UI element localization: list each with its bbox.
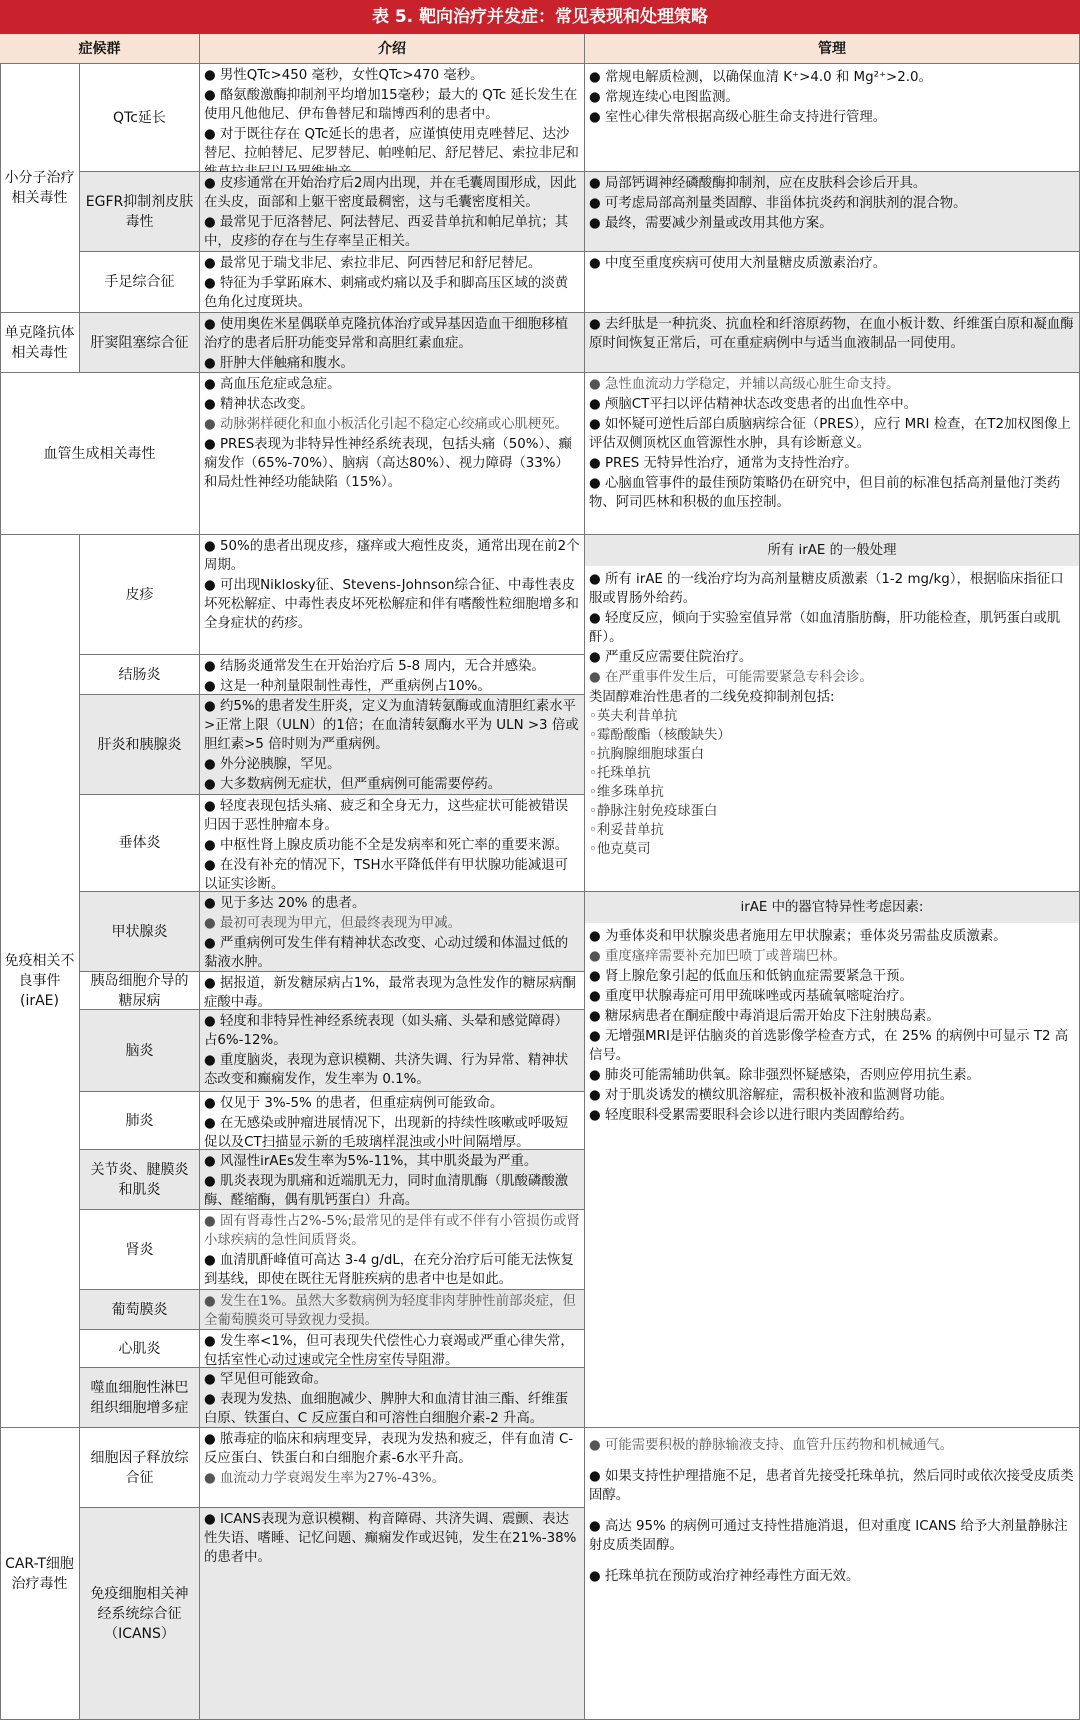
section-heading: irAE 中的器官特异性考虑因素: <box>585 892 1079 923</box>
category-label: 小分子治疗相关毒性 <box>0 64 80 313</box>
intro-cell <box>200 1150 585 1210</box>
bullet-text: ● 严重反应需要住院治疗。 <box>589 650 753 665</box>
symptom-name: 脑炎 <box>80 1010 200 1092</box>
intro-cell <box>200 1092 585 1150</box>
section-heading: 所有 irAE 的一般处理 <box>585 535 1079 566</box>
bullet-text: ● 去纤肽是一种抗炎、抗血栓和纤溶原药物，在血小板计数、纤维蛋白原和凝血酶原时间恢复正常后，可在重症病例中与适当血液制品一同使用。 <box>589 317 1074 351</box>
management-cell <box>585 535 1080 892</box>
bullet-text: ● 最常见于厄洛替尼、阿法替尼、西妥昔单抗和帕尼单抗；其中，皮疹的存在与生存率呈正相关。 <box>204 215 569 249</box>
bullet-text: ● 如果支持性护理措施不足，患者首先接受托珠单抗，然后同时或依次接受皮质类固醇。 <box>589 1469 1074 1503</box>
symptom-name: 结肠炎 <box>80 655 200 695</box>
intro-cell <box>200 64 585 172</box>
bullet-text: ● 在没有补充的情况下，TSH水平降低伴有甲状腺功能减退可以证实诊断。 <box>204 858 569 892</box>
bullet-text: ● 可能需要积极的静脉输液支持、血管升压药物和机械通气。 <box>589 1438 954 1453</box>
intro-cell <box>200 655 585 695</box>
bullet-text: ● 肺炎可能需辅助供氧。除非强烈怀疑感染，否则应停用抗生素。 <box>589 1068 980 1083</box>
bullet-text: ● ICANS表现为意识模糊、构音障碍、共济失调、震颤、表达性失语、嗜睡、记忆问题、癫痫发作或迟钝，发生在21%-38%的患者中。 <box>204 1512 577 1565</box>
bullet-text: ● PRES 无特异性治疗，通常为支持性治疗。 <box>589 456 858 471</box>
intro-cell <box>200 1290 585 1330</box>
bullet-text: ● 男性QTc>450 毫秒，女性QTc>470 毫秒。 <box>204 68 484 83</box>
bullet-text: ● 最初可表现为甲亢，但最终表现为甲减。 <box>204 916 461 931</box>
bullet-text: ● 酪氨酸激酶抑制剂平均增加15毫秒；最大的 QTc 延长发生在使用凡他他尼、伊布鲁替尼和瑞博西利的患者中。 <box>204 88 578 122</box>
intro-cell <box>200 373 585 535</box>
drug-item: ◦维多珠单抗 <box>589 785 664 800</box>
bullet-text: ● 无增强MRI是评估脑炎的首选影像学检查方式，在 25% 的病例中可显示 T2 高信号。 <box>589 1029 1069 1063</box>
column-header: 管理 <box>585 34 1080 64</box>
bullet-text: ● 心脑血管事件的最佳预防策略仍在研究中，但目前的标准包括高剂量他汀类药物、阿司匹林和积极的血压控制。 <box>589 476 1061 510</box>
bullet-text: ● 发生在1%。虽然大多数病例为轻度非肉芽肿性前部炎症，但全葡萄膜炎可导致视力受损。 <box>204 1294 576 1328</box>
intro-cell <box>200 795 585 892</box>
bullet-text: ● PRES表现为非特异性神经系统表现，包括头痛（50%）、癫痫发作（65%-70%）、脑病（高达80%）、视力障碍（33%）和局灶性神经功能缺陷（15%）。 <box>204 437 572 490</box>
bullet-text: ● 托珠单抗在预防或治疗神经毒性方面无效。 <box>589 1569 860 1584</box>
bullet-text: ● 轻度表现包括头痛、疲乏和全身无力，这些症状可能被错误归因于恶性肿瘤本身。 <box>204 799 569 833</box>
bullet-text: ● 轻度眼科受累需要眼科会诊以进行眼内类固醇给药。 <box>589 1108 913 1123</box>
bullet-text: ● 血流动力学衰竭发生率为27%-43%。 <box>204 1471 445 1486</box>
second-line-intro: 类固醇难治性患者的二线免疫抑制剂包括: <box>589 690 835 705</box>
bullet-text: ● 50%的患者出现皮疹，瘙痒或大疱性皮炎，通常出现在前2个周期。 <box>204 539 580 573</box>
bullet-text: ● 大多数病例无症状，但严重病例可能需要停药。 <box>204 777 502 792</box>
bullet-text: ● 糖尿病患者在酮症酸中毒消退后需开始皮下注射胰岛素。 <box>589 1009 940 1024</box>
bullet-text: ● 为垂体炎和甲状腺炎患者施用左甲状腺素；垂体炎另需盐皮质激素。 <box>589 929 1007 944</box>
intro-cell <box>200 972 585 1010</box>
management-cell <box>585 313 1080 373</box>
drug-item: ◦英夫利昔单抗 <box>589 709 678 724</box>
bullet-text: ● 急性血流动力学稳定，并辅以高级心脏生命支持。 <box>589 377 900 392</box>
bullet-text: ● 轻度和非特异性神经系统表现（如头痛、头晕和感觉障碍）占6%-12%。 <box>204 1014 569 1048</box>
bullet-text: ● 表现为发热、血细胞减少、脾肿大和血清甘油三酯、纤维蛋白原、铁蛋白、C 反应蛋白和可溶性白细胞介素-2 升高。 <box>204 1392 569 1426</box>
bullet-text: ● 风湿性irAEs发生率为5%-11%，其中肌炎最为严重。 <box>204 1154 538 1169</box>
bullet-text: ● 常规连续心电图监测。 <box>589 90 739 105</box>
management-cell <box>585 1428 1080 1720</box>
bullet-text: ● 局部钙调神经磷酸酶抑制剂，应在皮肤科会诊后开具。 <box>589 176 927 191</box>
bullet-text: ● 可出现Niklosky征、Stevens-Johnson综合征、中毒性表皮坏死松解症、中毒性表皮坏死松解症和伴有嗜酸性粒细胞增多和全身症状的药疹。 <box>204 578 579 631</box>
bullet-text: ● 严重病例可发生伴有精神状态改变、心动过缓和体温过低的黏液水肿。 <box>204 936 569 970</box>
bullet-text: ● 约5%的患者发生肝炎，定义为血清转氨酶或血清胆红素水平>正常上限（ULN）的1倍；在血清转氨酶水平为 ULN >3 倍或胆红素>5 倍时则为严重病例。 <box>204 699 579 752</box>
bullet-text: ● 外分泌胰腺，罕见。 <box>204 757 341 772</box>
intro-cell <box>200 695 585 795</box>
bullet-text: ● 高血压危症或急症。 <box>204 377 341 392</box>
bullet-text: ● 在无感染或肿瘤进展情况下，出现新的持续性咳嗽或呼吸短促以及CT扫描显示新的毛玻璃样混浊或小叶间隔增厚。 <box>204 1116 569 1150</box>
management-cell <box>585 373 1080 535</box>
bullet-text: ● 脓毒症的临床和病理变异，表现为发热和疲乏，伴有血清 C-反应蛋白、铁蛋白和白细胞介素-6水平升高。 <box>204 1432 574 1466</box>
bullet-text: ● 在严重事件发生后，可能需要紧急专科会诊。 <box>589 670 873 685</box>
bullet-text: ● 使用奥佐米星偶联单克隆抗体治疗或异基因造血干细胞移植治疗的患者后肝功能变异常和高胆红素血症。 <box>204 317 569 351</box>
table-title: 表 5. 靶向治疗并发症：常见表现和处理策略 <box>0 0 1080 34</box>
bullet-text: ● 重度脑炎，表现为意识模糊、共济失调、行为异常、精神状态改变和癫痫发作，发生率为 0.1%。 <box>204 1053 569 1087</box>
bullet-text: ● 轻度反应，倾向于实验室值异常（如血清脂肪酶，肝功能检查，肌钙蛋白或肌酐）。 <box>589 611 1061 645</box>
symptom-name: QTc延长 <box>80 64 200 172</box>
bullet-text: ● 肌炎表现为肌痛和近端肌无力，同时血清肌酶（肌酸磷酸激酶、醛缩酶，偶有肌钙蛋白）升高。 <box>204 1174 569 1208</box>
intro-cell <box>200 172 585 252</box>
intro-cell <box>200 1508 585 1720</box>
drug-item: ◦霉酚酸酯（核酸缺失） <box>589 728 731 743</box>
symptom-name: 肝窦阻塞综合征 <box>80 313 200 373</box>
column-header: 介绍 <box>200 34 585 64</box>
bullet-text: ● 颅脑CT平扫以评估精神状态改变患者的出血性卒中。 <box>589 397 918 412</box>
drug-item: ◦静脉注射免疫球蛋白 <box>589 804 718 819</box>
management-cell <box>585 892 1080 1428</box>
bullet-text: ● 仅见于 3%-5% 的患者，但重症病例可能致命。 <box>204 1096 504 1111</box>
drug-item: ◦利妥昔单抗 <box>589 823 664 838</box>
bullet-text: ● 中度至重度疾病可使用大剂量糖皮质激素治疗。 <box>589 256 887 271</box>
intro-cell <box>200 1210 585 1290</box>
bullet-text: ● 最终，需要减少剂量或改用其他方案。 <box>589 216 833 231</box>
bullet-text: ● 结肠炎通常发生在开始治疗后 5-8 周内，无合并感染。 <box>204 659 545 674</box>
intro-cell <box>200 1330 585 1368</box>
bullet-text: ● 特征为手掌跖麻木、刺痛或灼痛以及手和脚高压区域的淡黄色角化过度斑块。 <box>204 276 569 310</box>
bullet-text: ● 重度甲状腺毒症可用甲巯咪唑或丙基硫氧嘧啶治疗。 <box>589 989 913 1004</box>
symptom-name: 肺炎 <box>80 1092 200 1150</box>
symptom-name: 关节炎、腱膜炎和肌炎 <box>80 1150 200 1210</box>
bullet-text: ● 可考虑局部高剂量类固醇、非甾体抗炎药和润肤剂的混合物。 <box>589 196 967 211</box>
symptom-name: 肾炎 <box>80 1210 200 1290</box>
management-cell <box>585 172 1080 252</box>
bullet-text: ● 动脉粥样硬化和血小板活化引起不稳定心绞痛或心肌梗死。 <box>204 417 569 432</box>
bullet-text: ● 罕见但可能致命。 <box>204 1372 328 1387</box>
symptom-name: 甲状腺炎 <box>80 892 200 972</box>
symptom-name: 细胞因子释放综合征 <box>80 1428 200 1508</box>
drug-item: ◦托珠单抗 <box>589 766 651 781</box>
drug-item: ◦抗胸腺细胞球蛋白 <box>589 747 705 762</box>
bullet-text: ● 见于多达 20% 的患者。 <box>204 896 366 911</box>
bullet-text: ● 血清肌酐峰值可高达 3-4 g/dL，在充分治疗后可能无法恢复到基线，即使在既往无肾脏疾病的患者中也是如此。 <box>204 1253 574 1287</box>
column-header: 症候群 <box>0 34 200 64</box>
bullet-text: ● 最常见于瑞戈非尼、索拉非尼、阿西替尼和舒尼替尼。 <box>204 256 542 271</box>
bullet-text: ● 这是一种剂量限制性毒性，严重病例占10%。 <box>204 679 491 694</box>
bullet-text: ● 对于肌炎诱发的横纹肌溶解症，需积极补液和监测肾功能。 <box>589 1088 954 1103</box>
intro-cell <box>200 1428 585 1508</box>
bullet-text: ● 皮疹通常在开始治疗后2周内出现，并在毛囊周围形成，因此在头皮，面部和上躯干密度最稠密，这与毛囊密度相关。 <box>204 176 577 210</box>
symptom-name: 心肌炎 <box>80 1330 200 1368</box>
drug-item: ◦他克莫司 <box>589 842 651 857</box>
bullet-text: ● 常规电解质检测，以确保血清 K⁺>4.0 和 Mg²⁺>2.0。 <box>589 70 932 85</box>
bullet-text: ● 精神状态改变。 <box>204 397 314 412</box>
symptom-name: EGFR抑制剂皮肤毒性 <box>80 172 200 252</box>
management-cell <box>585 252 1080 313</box>
bullet-text: ● 肝肿大伴触痛和腹水。 <box>204 356 354 371</box>
intro-cell <box>200 535 585 655</box>
management-cell <box>585 64 1080 172</box>
category-label: 血管生成相关毒性 <box>0 373 200 535</box>
category-label: CAR-T细胞治疗毒性 <box>0 1428 80 1720</box>
intro-cell <box>200 1368 585 1428</box>
bullet-text: ● 对于既往存在 QTc延长的患者，应谨慎使用克唑替尼、达沙替尼、拉帕替尼、尼罗替尼、帕唑帕尼、舒尼替尼、索拉非尼和 <box>204 127 579 161</box>
bullet-text: ● 发生率<1%，但可表现失代偿性心力衰竭或严重心律失常，包括室性心动过速或完全性房室传导阻滞。 <box>204 1334 574 1368</box>
bullet-text: ● 重度瘙痒需要补充加巴喷丁或普瑞巴林。 <box>589 949 846 964</box>
bullet-text: ● 中枢性肾上腺皮质功能不全是发病率和死亡率的重要来源。 <box>204 838 569 853</box>
symptom-name: 肝炎和胰腺炎 <box>80 695 200 795</box>
bullet-text: ● 肾上腺危象引起的低血压和低钠血症需要紧急干预。 <box>589 969 913 984</box>
symptom-name: 皮疹 <box>80 535 200 655</box>
bullet-text: ● 所有 irAE 的一线治疗均为高剂量糖皮质激素（1-2 mg/kg），根据临床指征口服或胃肠外给药。 <box>589 572 1064 606</box>
symptom-name: 免疫细胞相关神经系统综合征（ICANS） <box>80 1508 200 1720</box>
symptom-name: 噬血细胞性淋巴组织细胞增多症 <box>80 1368 200 1428</box>
category-label: 免疫相关不良事件(irAE) <box>0 535 80 1428</box>
symptom-name: 胰岛细胞介导的糖尿病 <box>80 972 200 1010</box>
bullet-text: ● 室性心律失常根据高级心脏生命支持进行管理。 <box>589 110 887 125</box>
bullet-text: ● 如怀疑可逆性后部白质脑病综合征（PRES），应行 MRI 检查，在T2加权图像上评估双侧顶枕区血管源性水肿，具有诊断意义。 <box>589 417 1071 451</box>
intro-cell <box>200 313 585 373</box>
category-label: 单克隆抗体相关毒性 <box>0 313 80 373</box>
intro-cell <box>200 1010 585 1092</box>
symptom-name: 垂体炎 <box>80 795 200 892</box>
intro-cell <box>200 252 585 313</box>
bullet-text: ● 据报道，新发糖尿病占1%，最常表现为急性发作的糖尿病酮症酸中毒。 <box>204 976 576 1010</box>
symptom-name: 葡萄膜炎 <box>80 1290 200 1330</box>
intro-cell <box>200 892 585 972</box>
bullet-text: ● 高达 95% 的病例可通过支持性措施消退，但对重度 ICANS 给予大剂量静脉注射皮质类固醇。 <box>589 1519 1068 1553</box>
symptom-name: 手足综合征 <box>80 252 200 313</box>
bullet-text: ● 固有肾毒性占2%-5%;最常见的是伴有或不伴有小管损伤或肾小球疾病的急性间质肾炎。 <box>204 1214 580 1248</box>
